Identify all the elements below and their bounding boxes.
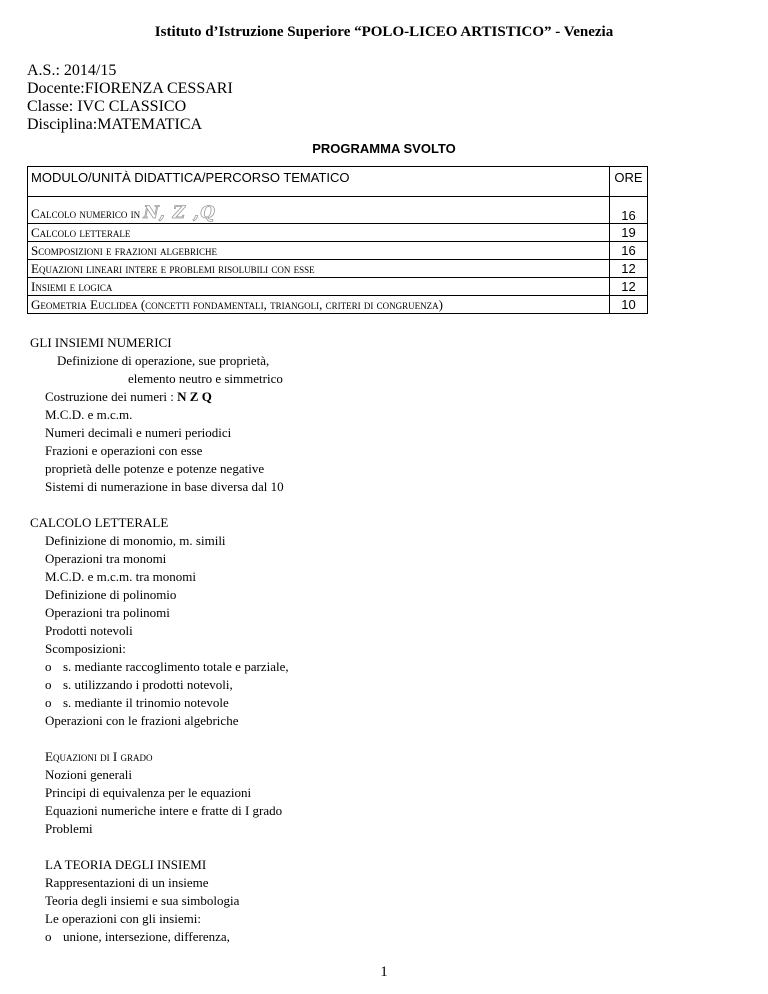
list-item: Teoria degli insiemi e sua simbologia [45,893,240,908]
list-item: Sistemi di numerazione in base diversa dal 10 [45,479,284,494]
list-item: Equazioni numeriche intere e fratte di I grado [45,803,283,818]
list-item: Principi di equivalenza per le equazioni [45,785,252,800]
hours-cell: 10 [610,296,648,314]
section-equations [27,748,289,838]
bullet-item: o unione, intersezione, differenza, [45,929,230,944]
list-item: Scomposizioni: [45,641,126,656]
bullet-icon: o [45,659,52,674]
module-cell: Calcolo letterale [28,224,610,242]
list-item: Nozioni generali [45,767,132,782]
program-title: PROGRAMMA SVOLTO [312,141,456,156]
modules-table [27,166,648,314]
page-number: 1 [380,964,388,980]
module-cell: Insiemi e logica [28,278,610,296]
module-cell: Geometria Euclidea (concetti fondamentali, triangoli, criteri di congruenza) [28,296,610,314]
module-cell: Equazioni lineari intere e problemi risolubili con esse [28,260,610,278]
table-row [28,242,648,260]
list-item: elemento neutro e simmetrico [128,371,283,386]
program-content [27,334,289,964]
table-row [28,224,648,242]
list-item: Numeri decimali e numeri periodici [45,425,232,440]
list-item: Operazioni tra monomi [45,551,167,566]
list-item: Operazioni con le frazioni algebriche [45,713,239,728]
list-item: M.C.D. e m.c.m. [45,407,133,422]
list-item: Prodotti notevoli [45,623,133,638]
bullet-icon: o [45,695,52,710]
list-item: M.C.D. e m.c.m. tra monomi [45,569,196,584]
page-header: Istituto d’Istruzione Superiore “POLO-LICEO ARTISTICO” - Venezia [154,24,614,40]
list-item: Rappresentazioni di un insieme [45,875,209,890]
bullet-item: o s. mediante raccoglimento totale e parziale, [45,659,289,674]
bullet-item: o s. utilizzando i prodotti notevoli, [45,677,233,692]
teacher: Docente:FIORENZA CESSARI [27,80,233,97]
list-item: Operazioni tra polinomi [45,605,170,620]
hours-cell: 12 [610,278,648,296]
hours-cell: 12 [610,260,648,278]
module-cell: Scomposizioni e frazioni algebriche [28,242,610,260]
number-sets-bold: N Z Q [177,389,212,404]
table-header-row [28,167,648,197]
list-item: Problemi [45,821,93,836]
list-item: Frazioni e operazioni con esse [45,443,203,458]
hours-cell: 19 [610,224,648,242]
table-row [28,197,648,224]
section-title: Equazioni di I grado [45,749,153,764]
document-meta [27,62,233,134]
list-item: Definizione di operazione, sue proprietà, [57,353,270,368]
hours-cell: 16 [610,197,648,224]
section-literal-calculus [27,514,289,730]
column-header-hours: ORE [610,167,648,197]
hours-cell: 16 [610,242,648,260]
list-item: Definizione di polinomio [45,587,177,602]
table-row [28,278,648,296]
section-title: GLI INSIEMI NUMERICI [30,335,172,350]
list-item: Le operazioni con gli insiemi: [45,911,201,926]
section-number-sets [27,334,289,496]
column-header-module: MODULO/UNITÀ DIDATTICA/PERCORSO TEMATICO [28,167,610,197]
number-sets-symbols: N, Z ,Q [143,203,216,223]
list-item: proprietà delle potenze e potenze negative [45,461,265,476]
school-year: A.S.: 2014/15 [27,62,117,79]
list-item: Costruzione dei numeri : N Z Q [45,389,212,404]
class: Classe: IVC CLASSICO [27,98,187,115]
table-row [28,260,648,278]
subject: Disciplina:MATEMATICA [27,116,203,133]
bullet-icon: o [45,929,52,944]
table-row [28,296,648,314]
section-title: LA TEORIA DEGLI INSIEMI [45,857,207,872]
bullet-icon: o [45,677,52,692]
module-cell: Calcolo numerico in N, Z ,Q [28,197,610,224]
list-item: Definizione di monomio, m. simili [45,533,226,548]
section-title: CALCOLO LETTERALE [30,515,169,530]
bullet-item: o s. mediante il trinomio notevole [45,695,229,710]
section-set-theory [27,856,289,946]
